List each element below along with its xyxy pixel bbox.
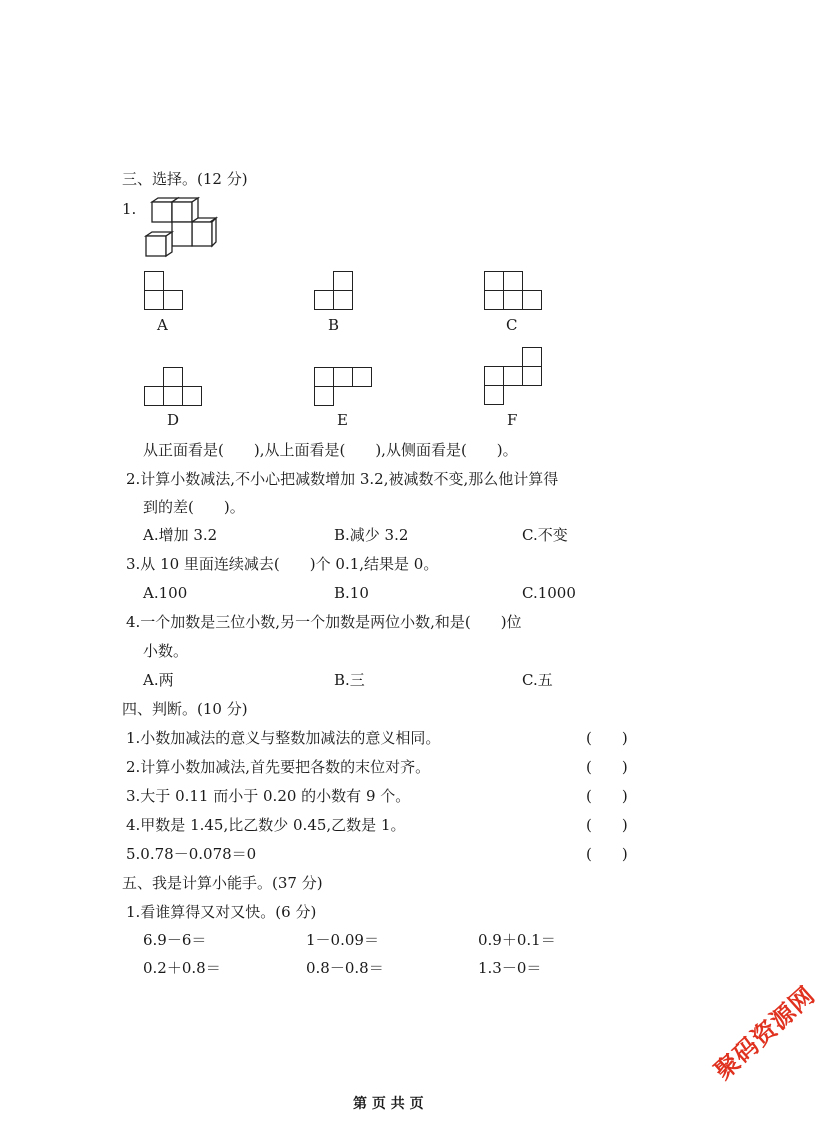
q3-option-c: C.1000 — [522, 584, 576, 602]
section-5-title: 五、我是计算小能手。(37 分) — [122, 874, 323, 892]
judge-item-3: 3.大于 0.11 而小于 0.20 的小数有 9 个。 — [126, 787, 411, 805]
option-e-label: E — [337, 411, 348, 429]
judge-item-5: 5.0.78－0.078＝0 — [126, 845, 257, 863]
calc-q1-title: 1.看谁算得又对又快。(6 分) — [126, 903, 317, 921]
q3-line1: 3.从 10 里面连续减去( )个 0.1,结果是 0。 — [126, 555, 439, 573]
q4-option-b: B.三 — [334, 671, 365, 689]
judge-answer-2[interactable]: ( ) — [586, 758, 628, 776]
q4-line1: 4.一个加数是三位小数,另一个加数是两位小数,和是( )位 — [126, 613, 522, 631]
q4-line2: 小数。 — [143, 642, 189, 660]
option-d-label: D — [167, 411, 180, 429]
option-c-label: C — [506, 316, 518, 334]
option-f-label: F — [507, 411, 518, 429]
q3-option-a: A.100 — [143, 584, 188, 602]
q3-option-b: B.10 — [334, 584, 369, 602]
option-a-label: A — [157, 316, 168, 334]
q4-option-a: A.两 — [143, 671, 174, 689]
section-3-title: 三、选择。(12 分) — [122, 170, 248, 188]
calc-item: 0.9＋0.1＝ — [478, 931, 556, 949]
q2-line1: 2.计算小数减法,不小心把减数增加 3.2,被减数不变,那么他计算得 — [126, 470, 559, 488]
q1-prompt: 从正面看是( ),从上面看是( ),从侧面看是( )。 — [143, 441, 518, 459]
q2-line2: 到的差( )。 — [143, 498, 245, 516]
judge-answer-1[interactable]: ( ) — [586, 729, 628, 747]
calc-item: 1.3－0＝ — [478, 959, 542, 977]
calc-item: 1－0.09＝ — [306, 931, 379, 949]
q2-option-a: A.增加 3.2 — [143, 526, 218, 544]
calc-item: 0.2＋0.8＝ — [143, 959, 221, 977]
page-footer: 第 页 共 页 — [353, 1096, 424, 1112]
watermark-logo: 聚码资源网 — [709, 980, 821, 1086]
q2-option-b: B.减少 3.2 — [334, 526, 409, 544]
calc-item: 6.9－6＝ — [143, 931, 207, 949]
section-4-title: 四、判断。(10 分) — [122, 700, 248, 718]
judge-item-1: 1.小数加减法的意义与整数加减法的意义相同。 — [126, 729, 441, 747]
q2-option-c: C.不变 — [522, 526, 568, 544]
judge-answer-4[interactable]: ( ) — [586, 816, 628, 834]
option-b-label: B — [328, 316, 340, 334]
judge-answer-5[interactable]: ( ) — [586, 845, 628, 863]
q1-number: 1. — [122, 200, 137, 218]
calc-item: 0.8－0.8＝ — [306, 959, 384, 977]
judge-item-2: 2.计算小数加减法,首先要把各数的末位对齐。 — [126, 758, 431, 776]
judge-item-4: 4.甲数是 1.45,比乙数少 0.45,乙数是 1。 — [126, 816, 406, 834]
q4-option-c: C.五 — [522, 671, 553, 689]
cube-figure — [142, 196, 220, 258]
judge-answer-3[interactable]: ( ) — [586, 787, 628, 805]
